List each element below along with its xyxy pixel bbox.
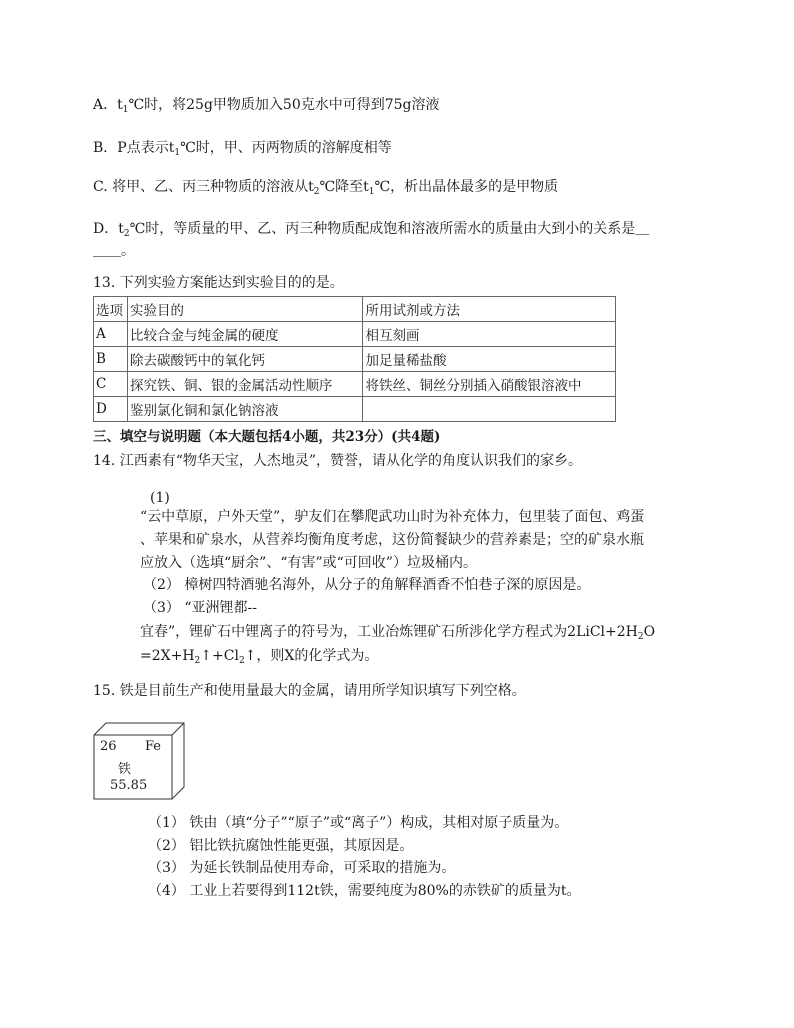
q15-part3: （3） 为延长铁制品使用寿命，可采取的措施为。 xyxy=(148,860,456,876)
q13-table xyxy=(93,296,616,422)
table-header-row xyxy=(94,297,616,322)
q14-part3-line3: $=2X+H_2↑+Cl_2↑$，则X的化学式为。 xyxy=(140,648,379,666)
q15-title: 15. 铁是目前生产和使用量最大的金属，请用所学知识填写下列空格。 xyxy=(93,683,526,699)
table-cell: C xyxy=(94,372,128,397)
table-cell: 将铁丝、铜丝分别插入硝酸银溶液中 xyxy=(363,372,616,397)
table-row xyxy=(94,322,616,347)
table-cell: D xyxy=(94,397,128,422)
q12-option-a: A．$t_1℃$时，将25g甲物质加入50克水中可得到75g溶液 xyxy=(93,97,440,115)
q14-title: 14. 江西素有“物华天宝，人杰地灵”，赞誉，请从化学的角度认识我们的家乡。 xyxy=(93,453,583,469)
section-heading: 三、填空与说明题（本大题包括4小题，共23分）(共4题) xyxy=(93,429,441,445)
iron-element-cell xyxy=(93,722,185,800)
table-cell xyxy=(363,397,616,422)
q12-option-b: B．P点表示$t_1℃$时，甲、丙两物质的溶解度相等 xyxy=(93,140,392,158)
q14-part3-line2: 宜春”，锂矿石中锂离子的符号为，工业冶炼锂矿石所涉化学方程式为$2LiCl+2H_2O$ xyxy=(140,624,656,642)
table-cell: 比较合金与纯金属的硬度 xyxy=(127,322,363,347)
q15-part1: （1） 铁由（填“分子”“原子”或“离子”）构成，其相对原子质量为。 xyxy=(148,815,569,831)
table-cell: 鉴别氯化铜和氯化钠溶液 xyxy=(127,397,363,422)
table-cell: 加足量稀盐酸 xyxy=(363,347,616,372)
atomic-mass: 55.85 xyxy=(110,778,148,793)
table-header-cell: 实验目的 xyxy=(127,297,363,322)
table-cell: 相互刻画 xyxy=(363,322,616,347)
q12-option-d: D．$t_2℃$时，等质量的甲、乙、丙三种物质配成饱和溶液所需水的质量由大到小的关系是＿ xyxy=(93,221,650,239)
table-header-cell: 所用试剂或方法 xyxy=(363,297,616,322)
table-cell: 探究铁、铜、银的金属活动性顺序 xyxy=(127,372,363,397)
table-row xyxy=(94,347,616,372)
table-row xyxy=(94,397,616,422)
atomic-number: 26 xyxy=(100,739,117,754)
q14-part2: （2） 樟树四特酒驰名海外，从分子的角解释酒香不怕巷子深的原因是。 xyxy=(143,577,591,593)
table-row xyxy=(94,372,616,397)
q14-part1-line1: “云中草原，户外天堂”，驴友们在攀爬武功山时为补充体力，包里装了面包、鸡蛋 xyxy=(140,509,645,525)
table-header-cell: 选项 xyxy=(94,297,128,322)
q13-title: 13. 下列实验方案能达到实验目的的是。 xyxy=(93,275,344,291)
q14-part1-line2: 、苹果和矿泉水，从营养均衡角度考虑，这份简餐缺少的营养素是；空的矿泉水瓶 xyxy=(140,532,644,548)
element-symbol: Fe xyxy=(145,739,162,754)
q12-option-c: C. 将甲、乙、丙三种物质的溶液从$t_2℃$降至$t_1℃$，析出晶体最多的是甲物质 xyxy=(93,179,559,197)
q12-option-d-cont: ＿＿。 xyxy=(93,243,135,259)
q15-part4: （4） 工业上若要得到112t铁，需要纯度为80%的赤铁矿的质量为t。 xyxy=(148,883,581,899)
q14-part1-number: (1) xyxy=(150,490,170,506)
element-name: 铁 xyxy=(118,762,132,777)
table-cell: B xyxy=(94,347,128,372)
table-cell: 除去碳酸钙中的氧化钙 xyxy=(127,347,363,372)
q14-part1-line3: 应放入（选填“厨余”、“有害”或“可回收”）垃圾桶内。 xyxy=(140,555,477,571)
q14-part3-line1: （3） “亚洲锂都-- xyxy=(143,600,257,616)
table-cell: A xyxy=(94,322,128,347)
q15-part2: （2） 铝比铁抗腐蚀性能更强，其原因是。 xyxy=(148,838,414,854)
